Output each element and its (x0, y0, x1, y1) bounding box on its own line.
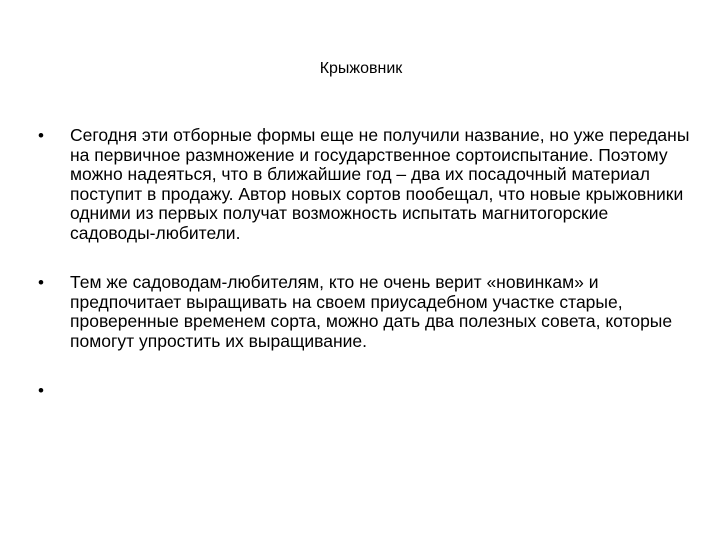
bullet-dot-icon: • (38, 126, 44, 145)
bullet-text: Тем же садоводам-любителям, кто не очень верит «новинкам» и предпочитает выращивать на своем приусадебном участке старые, проверенные временем сорта, можно дать два полезных совета, которые помогут упростить их выращивание. (70, 272, 673, 351)
bullet-item (38, 126, 698, 243)
bullet-dot-icon: • (38, 381, 44, 400)
bullet-dot-icon: • (38, 273, 44, 292)
bullet-list (38, 126, 698, 431)
slide-title: Крыжовник (319, 60, 403, 77)
bullet-item (38, 273, 698, 351)
bullet-item-empty (38, 381, 698, 401)
bullet-text: Сегодня эти отборные формы еще не получили название, но уже переданы на первичное размножение и государственное сортоиспытание. Поэтому можно надеяться, что в ближайшие год – два их посадочный материал поступит в продажу. Автор новых сортов пообещал, что новые крыжовники одними из первых получат возможность испытать магнитогорские садоводы-любители. (70, 125, 690, 243)
